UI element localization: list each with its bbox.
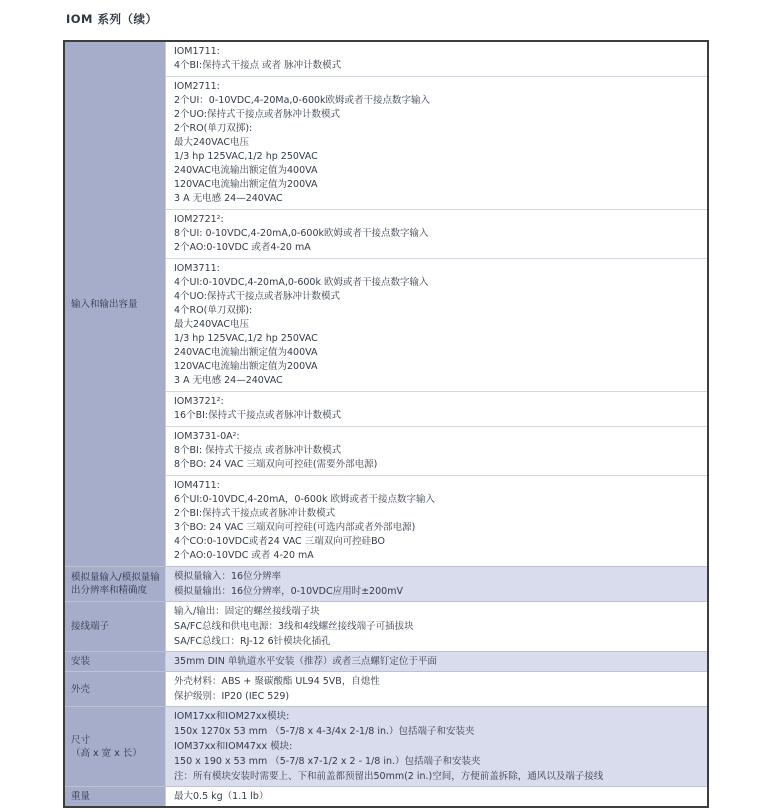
spec-line: 2个AO:0-10VDC 或者 4-20 mA (174, 550, 314, 561)
spec-line: 保护级别：IP20 (IEC 529) (174, 691, 290, 702)
spec-line: 6个UI:0-10VDC,4-20mA，0-600k 欧姆或者干接点数字输入 (174, 494, 435, 505)
spec-line: 4个RO(单刀双掷): (174, 305, 253, 316)
row-label-cell (65, 652, 166, 671)
row-label-cell (65, 787, 166, 806)
table-row (65, 671, 707, 706)
row-label-line: 重量 (71, 791, 91, 802)
row-label-line: 外壳 (71, 683, 91, 695)
spec-line: 最大240VAC电压 (174, 137, 249, 148)
row-label-line: 接线端子 (71, 621, 110, 632)
row-label-cell (65, 567, 166, 601)
spec-line: 240VAC电流输出额定值为400VA (174, 347, 318, 358)
spec-line: SA/FC总线口：RJ-12 6针模块化插孔 (174, 636, 331, 647)
table-row (65, 566, 707, 601)
spec-section (166, 42, 707, 77)
spec-section (166, 427, 707, 476)
spec-line: 3 A 无电感 24—240VAC (174, 375, 283, 386)
spec-line: 240VAC电流输出额定值为400VA (174, 165, 318, 176)
spec-line: 模拟量输出：16位分辨率，0-10VDC应用时±200mV (174, 586, 403, 597)
spec-section (166, 476, 707, 566)
spec-line: IOM37xx和IOM47xx 模块: (174, 741, 293, 752)
spec-line: 16个BI:保持式干接点或者脉冲计数模式 (174, 410, 342, 421)
spec-line: 150 x 190 x 53 mm （5-7/8 x7-1/2 x 2 - 1/8 in.）包括端子和安装夹 (174, 756, 481, 767)
row-label-line: （高 x 宽 x 长） (71, 747, 142, 759)
row-label-line: 出分辨率和精确度 (71, 585, 148, 596)
row-content-cell (166, 602, 707, 651)
section-title: IOM3711: (174, 263, 220, 274)
spec-line: 120VAC电流输出额定值为200VA (174, 179, 318, 190)
spec-line: 2个AO:0-10VDC 或者4-20 mA (174, 242, 311, 253)
row-content-cell (166, 567, 707, 601)
row-label-line: 模拟量输入/模拟量输 (71, 572, 160, 583)
row-label-cell (65, 707, 166, 786)
section-title: IOM2711: (174, 81, 220, 92)
spec-line: 35mm DIN 单轨道水平安装（推荐）或者三点螺钉定位于平面 (174, 656, 437, 667)
spec-line: 注：所有模块安装时需要上、下和前盖都预留出50mm(2 in.)空间，方便前盖拆除，通风以及端子接线 (174, 771, 604, 782)
spec-line: 2个BI:保持式干接点或者脉冲计数模式 (174, 508, 336, 519)
table-row (65, 706, 707, 786)
spec-section (166, 210, 707, 259)
spec-section (166, 259, 707, 392)
row-label-cell (65, 42, 166, 566)
spec-line: 8个BO: 24 VAC 三端双向可控硅(需要外部电源) (174, 459, 378, 470)
spec-line: 8个UI: 0-10VDC,4-20mA,0-600k欧姆或者干接点数字输入 (174, 228, 429, 239)
row-content-cell (166, 672, 707, 706)
section-title: IOM4711: (174, 480, 220, 491)
spec-table (63, 40, 709, 808)
spec-section (166, 392, 707, 427)
table-row (65, 651, 707, 671)
table-row (65, 601, 707, 651)
spec-line: 2个UO:保持式干接点或者脉冲计数模式 (174, 109, 341, 120)
spec-line: 120VAC电流输出额定值为200VA (174, 361, 318, 372)
spec-line: 外壳材料：ABS + 聚碳酸酯 UL94 5VB，自熄性 (174, 676, 380, 687)
row-label-cell (65, 602, 166, 651)
row-content-cell (166, 42, 707, 566)
table-row (65, 786, 707, 806)
section-title: IOM1711: (174, 46, 220, 57)
section-title: IOM3721²: (174, 396, 224, 407)
row-label-line: 尺寸 (71, 734, 91, 746)
spec-line: 4个UI:0-10VDC,4-20mA,0-600k 欧姆或者干接点数字输入 (174, 277, 429, 288)
spec-line: 3 A 无电感 24—240VAC (174, 193, 283, 204)
page-title: IOM 系列（续） (66, 12, 158, 26)
spec-line: SA/FC总线和供电电源：3线和4线螺丝接线端子可插拔块 (174, 621, 414, 632)
section-title: IOM2721²: (174, 214, 224, 225)
spec-line: 150x 1270x 53 mm （5-7/8 x 4-3/4x 2-1/8 in.）包括端子和安装夹 (174, 726, 475, 737)
spec-line: 2个UI：0-10VDC,4-20Ma,0-600k欧姆或者干接点数字输入 (174, 95, 431, 106)
spec-line: IOM17xx和IOM27xx模块: (174, 711, 290, 722)
spec-section (166, 77, 707, 210)
spec-line: 模拟量输入：16位分辨率 (174, 571, 282, 582)
spec-line: 输入/输出：固定的螺丝接线端子块 (174, 606, 320, 617)
spec-line: 最大0.5 kg（1.1 lb） (174, 791, 269, 802)
spec-line: 2个RO(单刀双掷): (174, 123, 253, 134)
spec-line: 4个UO:保持式干接点或者脉冲计数模式 (174, 291, 341, 302)
row-content-cell (166, 707, 707, 786)
spec-line: 1/3 hp 125VAC,1/2 hp 250VAC (174, 333, 318, 344)
row-content-cell (166, 652, 707, 671)
row-content-cell (166, 787, 707, 806)
spec-line: 最大240VAC电压 (174, 319, 249, 330)
spec-line: 1/3 hp 125VAC,1/2 hp 250VAC (174, 151, 318, 162)
spec-line: 4个CO:0-10VDC或者24 VAC 三端双向可控硅BO (174, 536, 386, 547)
spec-line: 3个BO: 24 VAC 三端双向可控硅(可选内部或者外部电源) (174, 522, 416, 533)
table-row (65, 42, 707, 566)
row-label-cell (65, 672, 166, 706)
section-title: IOM3731-0A²: (174, 431, 240, 442)
spec-line: 8个BI: 保持式干接点 或者脉冲计数模式 (174, 445, 342, 456)
row-label-line: 输入和输出容量 (71, 298, 138, 310)
row-label-line: 安装 (71, 656, 91, 667)
spec-line: 4个BI:保持式干接点 或者 脉冲计数模式 (174, 60, 342, 71)
